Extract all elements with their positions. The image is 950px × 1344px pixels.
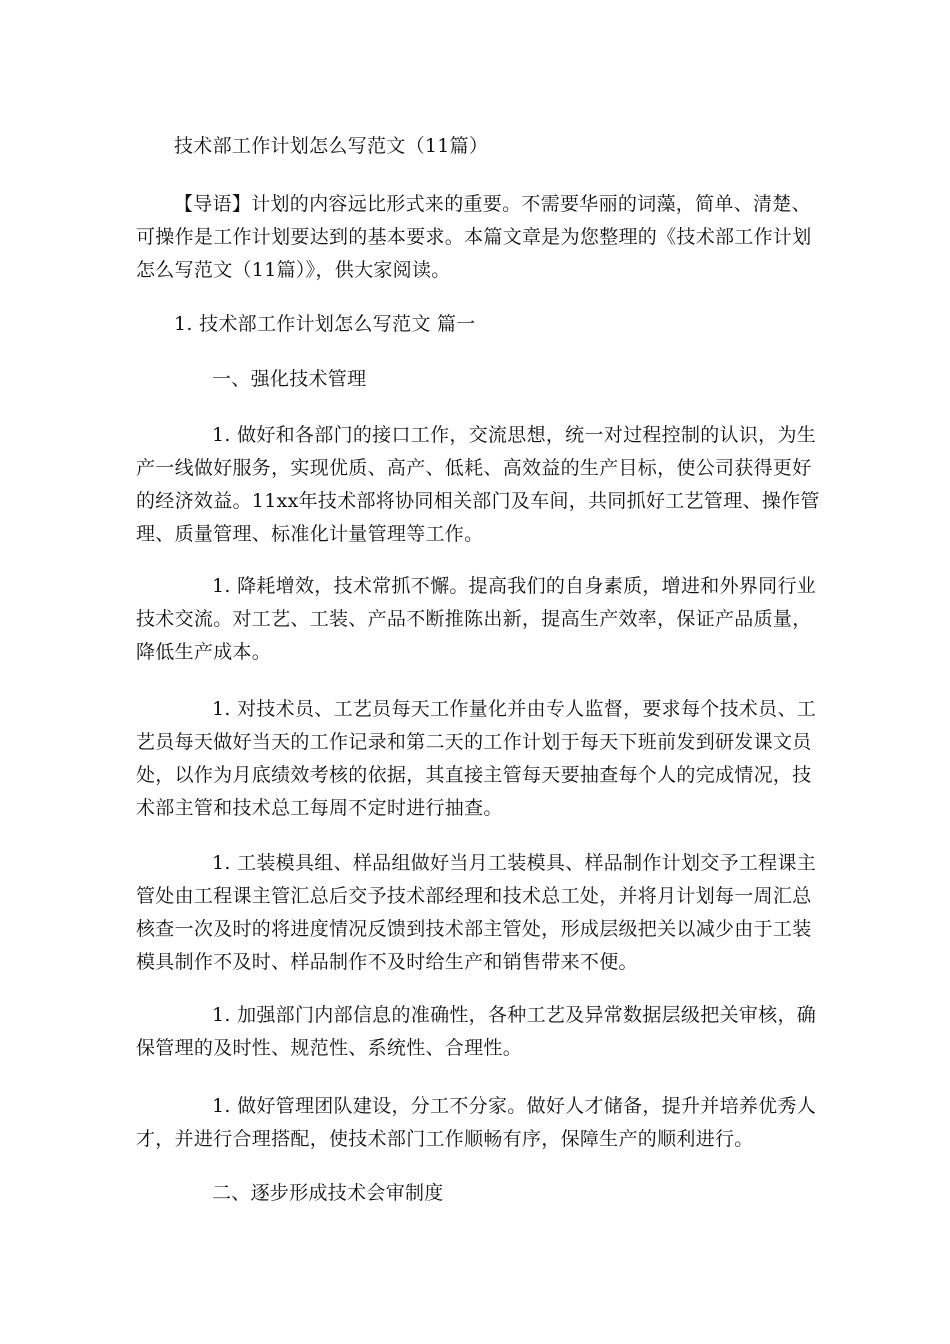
- paragraph-line: 才，并进行合理搭配，使技术部门工作顺畅有序，保障生产的顺利进行。: [136, 1128, 754, 1150]
- section-heading: [136, 308, 812, 341]
- paragraph-line: 1. 对技术员、工艺员每天工作量化并由专人监督，要求每个技术员、工: [212, 698, 817, 720]
- subheading-1: [212, 363, 812, 396]
- paragraph-line: 艺员每天做好当天的工作记录和第二天的工作计划于每天下班前发到研发课文员: [136, 731, 812, 753]
- paragraph-line: 理、质量管理、标准化计量管理等工作。: [136, 523, 484, 545]
- paragraph-line: 1. 降耗增效，技术常抓不懈。提高我们的自身素质，增进和外界同行业: [212, 575, 817, 597]
- paragraph-line: 的经济效益。11xx年技术部将协同相关部门及车间，共同抓好工艺管理、操作管: [136, 490, 820, 512]
- paragraph-line: 1. 做好管理团队建设，分工不分家。做好人才储备，提升并培养优秀人: [212, 1095, 817, 1117]
- paragraph-line: 术部主管和技术总工每周不定时进行抽查。: [136, 797, 503, 819]
- paragraph-line: 1. 加强部门内部信息的准确性，各种工艺及异常数据层级把关审核，确: [212, 1004, 817, 1026]
- document-title: [136, 130, 812, 163]
- paragraph-4: [136, 847, 817, 979]
- paragraph-3: [136, 693, 817, 825]
- section-heading-text: 1. 技术部工作计划怎么写范文 篇一: [174, 313, 476, 335]
- subheading-1-text: 一、强化技术管理: [212, 368, 367, 390]
- intro-line: 怎么写范文（11篇）》，供大家阅读。: [136, 259, 451, 281]
- paragraph-line: 管处由工程课主管汇总后交予技术部经理和技术总工处，并将月计划每一周汇总: [136, 885, 812, 907]
- paragraph-line: 处，以作为月底绩效考核的依据，其直接主管每天要抽查每个人的完成情况，技: [136, 764, 812, 786]
- paragraph-1: [136, 419, 820, 551]
- paragraph-line: 技术交流。对工艺、工装、产品不断推陈出新，提高生产效率，保证产品质量，: [136, 608, 812, 630]
- paragraph-line: 保管理的及时性、规范性、系统性、合理性。: [136, 1037, 523, 1059]
- subheading-2-text: 二、逐步形成技术会审制度: [212, 1182, 444, 1204]
- paragraph-line: 核查一次及时的将进度情况反馈到技术部主管处，形成层级把关以减少由于工装: [136, 918, 812, 940]
- subheading-2: [212, 1177, 812, 1210]
- paragraph-line: 模具制作不及时、样品制作不及时给生产和销售带来不便。: [136, 951, 638, 973]
- paragraph-6: [136, 1090, 817, 1156]
- title-text: 技术部工作计划怎么写范文（11篇）: [174, 135, 489, 157]
- paragraph-line: 1. 做好和各部门的接口工作，交流思想，统一对过程控制的认识，为生: [212, 424, 817, 446]
- paragraph-5: [136, 999, 817, 1065]
- paragraph-line: 降低生产成本。: [136, 641, 272, 663]
- paragraph-2: [136, 570, 817, 669]
- paragraph-line: 1. 工装模具组、样品组做好当月工装模具、样品制作计划交予工程课主: [212, 852, 817, 874]
- intro-paragraph: [136, 188, 812, 287]
- paragraph-line: 产一线做好服务，实现优质、高产、低耗、高效益的生产目标，使公司获得更好: [136, 457, 812, 479]
- intro-line: 【导语】计划的内容远比形式来的重要。不需要华丽的词藻，简单、清楚、: [174, 193, 811, 215]
- intro-line: 可操作是工作计划要达到的基本要求。本篇文章是为您整理的《技术部工作计划: [136, 226, 812, 248]
